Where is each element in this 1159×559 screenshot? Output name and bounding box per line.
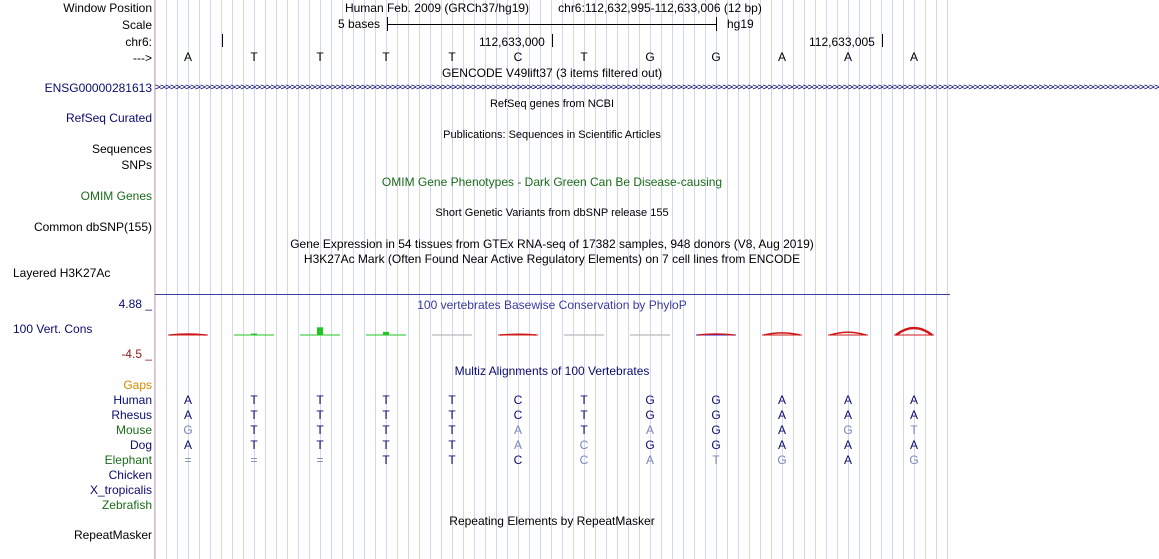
- aligned-base: G: [711, 423, 721, 437]
- species-label-chicken[interactable]: Chicken: [108, 468, 152, 482]
- aligned-base: G: [909, 453, 919, 467]
- layered-h3k27ac-label[interactable]: Layered H3K27Ac: [13, 266, 111, 280]
- aligned-base: =: [184, 453, 192, 467]
- species-label-x_tropicalis[interactable]: X_tropicalis: [89, 483, 152, 497]
- aligned-base: A: [183, 408, 192, 422]
- aligned-base: A: [513, 438, 522, 452]
- species-label-mouse[interactable]: Mouse: [115, 423, 152, 437]
- aligned-base: C: [579, 453, 589, 467]
- reference-base: T: [250, 50, 258, 64]
- aligned-base: A: [777, 408, 786, 422]
- aligned-base: T: [448, 438, 456, 452]
- aligned-base: G: [843, 423, 853, 437]
- reference-base: T: [448, 50, 456, 64]
- aligned-base: T: [712, 453, 720, 467]
- gaps-label[interactable]: Gaps: [123, 378, 152, 392]
- gencode-track-title[interactable]: GENCODE V49lift37 (3 items filtered out): [441, 66, 663, 80]
- aligned-base: T: [910, 423, 918, 437]
- aligned-base: T: [316, 438, 324, 452]
- vert-cons-label[interactable]: 100 Vert. Cons: [13, 322, 93, 336]
- publications-track-title[interactable]: Publications: Sequences in Scientific Articles: [443, 129, 661, 141]
- window-position-label: Window Position: [63, 1, 152, 15]
- aligned-base: A: [513, 423, 522, 437]
- aligned-base: T: [448, 408, 456, 422]
- h3k27ac-track-title[interactable]: H3K27Ac Mark (Often Found Near Active Regulatory Elements) on 7 cell lines from ENCODE: [303, 252, 801, 266]
- refseq-curated-label[interactable]: RefSeq Curated: [65, 111, 152, 125]
- aligned-base: G: [645, 408, 655, 422]
- aligned-base: T: [580, 423, 588, 437]
- aligned-base: T: [580, 393, 588, 407]
- gencode-item-label[interactable]: ENSG00000281613: [44, 81, 152, 95]
- aligned-base: T: [580, 408, 588, 422]
- repeatmasker-track-title[interactable]: Repeating Elements by RepeatMasker: [449, 514, 655, 528]
- aligned-base: T: [316, 393, 324, 407]
- phylop-bar: [383, 332, 389, 335]
- aligned-base: T: [448, 393, 456, 407]
- dbsnp-track-title[interactable]: Short Genetic Variants from dbSNP release 155: [435, 207, 669, 219]
- reference-base: A: [843, 50, 852, 64]
- aligned-base: A: [645, 453, 654, 467]
- aligned-base: T: [382, 453, 390, 467]
- reference-base: A: [909, 50, 918, 64]
- aligned-base: G: [711, 438, 721, 452]
- reference-base: T: [316, 50, 324, 64]
- aligned-base: G: [711, 393, 721, 407]
- omim-genes-label[interactable]: OMIM Genes: [80, 189, 152, 203]
- aligned-base: A: [909, 393, 918, 407]
- aligned-base: T: [250, 408, 258, 422]
- phylop-bar: [317, 327, 323, 335]
- assembly-title: Human Feb. 2009 (GRCh37/hg19): [344, 1, 530, 15]
- species-label-zebrafish[interactable]: Zebrafish: [101, 498, 152, 512]
- aligned-base: =: [316, 453, 324, 467]
- phylop-bar: [251, 334, 257, 335]
- aligned-base: A: [777, 423, 786, 437]
- track-label-column: [0, 0, 154, 559]
- aligned-base: T: [250, 393, 258, 407]
- aligned-base: G: [777, 453, 787, 467]
- reference-base: A: [183, 50, 192, 64]
- sequences-label[interactable]: Sequences: [91, 142, 152, 156]
- aligned-base: G: [711, 408, 721, 422]
- repeatmasker-label[interactable]: RepeatMasker: [73, 528, 152, 542]
- aligned-base: C: [513, 453, 523, 467]
- scale-text: 5 bases: [338, 17, 381, 31]
- coord-label-1: 112,633,000: [479, 35, 545, 49]
- aligned-base: T: [250, 423, 258, 437]
- db-label: hg19: [727, 17, 754, 31]
- aligned-base: C: [579, 438, 589, 452]
- cons-max-label: 4.88 _: [118, 297, 152, 311]
- aligned-base: T: [382, 423, 390, 437]
- aligned-base: A: [183, 393, 192, 407]
- species-label-rhesus[interactable]: Rhesus: [111, 408, 152, 422]
- aligned-base: A: [645, 423, 654, 437]
- aligned-base: A: [909, 438, 918, 452]
- cons-min-label: -4.5 _: [121, 347, 152, 361]
- aligned-base: G: [645, 393, 655, 407]
- phylop-negative-arc: [896, 328, 932, 335]
- phylop-track-title[interactable]: 100 vertebrates Basewise Conservation by PhyloP: [417, 298, 687, 312]
- aligned-base: =: [250, 453, 258, 467]
- aligned-base: T: [316, 423, 324, 437]
- reference-base: T: [382, 50, 390, 64]
- multiz-track-title[interactable]: Multiz Alignments of 100 Vertebrates: [454, 364, 650, 378]
- aligned-base: T: [316, 408, 324, 422]
- scale-label: Scale: [121, 18, 152, 32]
- aligned-base: T: [382, 408, 390, 422]
- aligned-base: G: [183, 423, 193, 437]
- aligned-base: C: [513, 393, 523, 407]
- track-image-area[interactable]: [155, 0, 1159, 559]
- aligned-base: T: [448, 453, 456, 467]
- reference-base: G: [645, 50, 655, 64]
- refseq-track-title[interactable]: RefSeq genes from NCBI: [489, 98, 615, 110]
- reference-base: A: [777, 50, 786, 64]
- aligned-base: G: [645, 438, 655, 452]
- phylop-negative-arc: [500, 334, 536, 335]
- aligned-base: C: [513, 408, 523, 422]
- aligned-base: A: [843, 453, 852, 467]
- species-label-dog[interactable]: Dog: [129, 438, 152, 452]
- reference-base: G: [711, 50, 721, 64]
- gene-strand-arrows[interactable]: >>>>>>>>>>>>>>>>>>>>>>>>>>>>>>>>>>>>>>>>>>>>>>>>>>>>>>>>>>>>>>>>>>>>>>>>>>>>>>>>>>>>>>>>>>>>>>>>>>>>>>>>>>>>>>>>>>>>>>>>>>>>>>>>>>>>>>>>>>>>>>>>>>>>>>>>>>>>>>>>>>>>>>>>>>>>>>>>>>>>>>>>>>>>>>>>>>>>>>>>: [155, 82, 1159, 93]
- aligned-base: A: [777, 393, 786, 407]
- aligned-base: A: [843, 393, 852, 407]
- aligned-base: A: [843, 408, 852, 422]
- coord-label-2: 112,633,005: [809, 35, 875, 49]
- species-label-human[interactable]: Human: [113, 393, 152, 407]
- strand-arrow-label: --->: [133, 51, 152, 65]
- chr-label: chr6:: [125, 35, 152, 49]
- aligned-base: T: [382, 393, 390, 407]
- aligned-base: T: [448, 423, 456, 437]
- position-title: chr6:112,632,995-112,633,006 (12 bp): [558, 1, 762, 15]
- common-dbsnp-label[interactable]: Common dbSNP(155): [33, 220, 152, 234]
- species-label-elephant[interactable]: Elephant: [104, 453, 152, 467]
- aligned-base: A: [777, 438, 786, 452]
- aligned-base: A: [183, 438, 192, 452]
- omim-track-title[interactable]: OMIM Gene Phenotypes - Dark Green Can Be Disease-causing: [381, 175, 723, 189]
- gtex-track-title[interactable]: Gene Expression in 54 tissues from GTEx RNA-seq of 17382 samples, 948 donors (V8, Aug 2019): [290, 237, 814, 251]
- phylop-plot[interactable]: [155, 0, 1159, 559]
- aligned-base: A: [843, 438, 852, 452]
- reference-base: T: [580, 50, 588, 64]
- snps-label[interactable]: SNPs: [121, 158, 152, 172]
- aligned-base: T: [250, 438, 258, 452]
- aligned-base: A: [909, 408, 918, 422]
- aligned-base: T: [382, 438, 390, 452]
- reference-base: C: [513, 50, 523, 64]
